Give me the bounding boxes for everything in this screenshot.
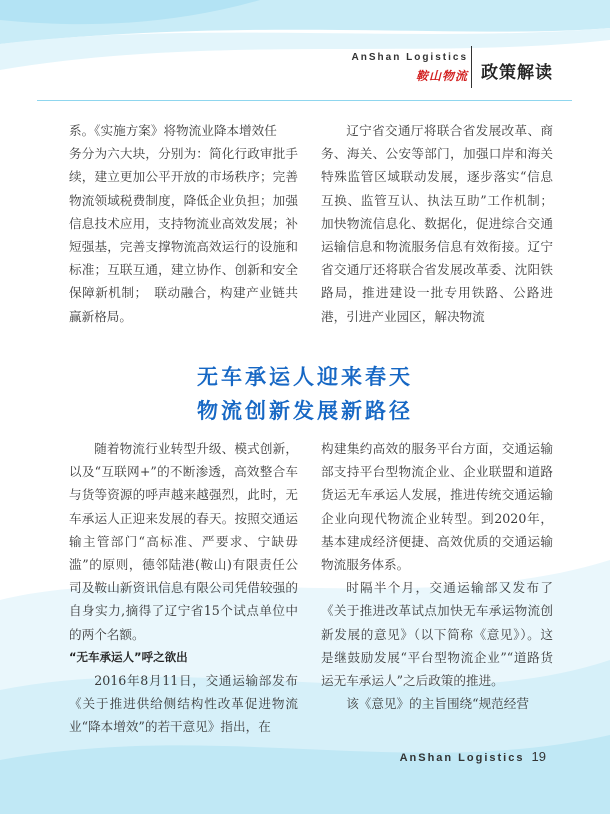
section-title: 政策解读: [481, 63, 553, 83]
page-number: 19: [531, 749, 546, 764]
top-right-column: [321, 119, 553, 328]
article-title-line-2: 物流创新发展新路径: [197, 399, 413, 423]
page-header: [338, 40, 588, 90]
paragraph-continued: 构建集约高效的服务平台方面，交通运输部支持平台型物流企业、企业联盟和道路货运无车承运人发展，推进传统交通运输企业向现代物流企业转型。到2020年，基本建成经济便捷、高效优质的交通运输物流服务体系。: [321, 441, 553, 573]
brand-english: AnShan Logistics: [351, 52, 468, 63]
bottom-left-column: [69, 437, 298, 739]
brand-chinese-logo: 鞍山物流: [415, 69, 468, 83]
top-left-column: [69, 119, 298, 328]
subheading: “无车承运人”呼之欲出: [69, 649, 188, 664]
paragraph: 2016年8月11日，交通运输部发布《关于推进供给侧结构性改革促进物流业“降本增效”的若干意见》指出，在: [69, 673, 298, 735]
paragraph: 该《意见》的主旨围绕“规范经营: [346, 696, 529, 712]
paragraph: 辽宁省交通厅将联合省发展改革、商务、海关、公安等部门，加强口岸和海关特殊监管区域联动发展，逐步落实“信息互换、监管互认、执法互助”工作机制；加快物流信息化、数据化，促进综合交通运输信息和物流服务信息有效衔接。辽宁省交通厅还将联合省发展改革委、沈阳铁路局，推进建设一批专用铁路、公路进港，引进产业园区，解决物流: [321, 123, 553, 324]
header-rule: [37, 100, 572, 101]
bottom-right-column: [321, 437, 553, 715]
paragraph-continued-lead: 系。《实施方案》将物流业降本增效任: [69, 123, 277, 138]
page-footer: [400, 749, 546, 764]
article-title-line-1: 无车承运人迎来春天: [197, 365, 413, 389]
paragraph-continued: 务分为六大块，分别为：简化行政审批手续，建立更加公平开放的市场秩序；完善物流领域税费制度，降低企业负担；加强信息技术应用，支持物流业高效发展；补短强基，完善支撑物流高效运行的设施和标准；互联互通，建立协作、创新和安全保障新机制； 联动融合，构建产业链共赢新格局。: [69, 146, 298, 324]
header-divider: [471, 46, 472, 88]
paragraph: 随着物流行业转型升级、模式创新，以及“互联网+”的不断渗透，高效整合车与货等资源的呼声越来越强烈，此时，无车承运人正迎来发展的春天。按照交通运输主管部门“高标准、严要求、宁缺毋滥”的原则，德邻陆港(鞍山)有限责任公司及鞍山新资讯信息有限公司凭借较强的自身实力,摘得了辽宁省15个试点单位中的两个名额。: [69, 441, 298, 642]
paragraph: 时隔半个月，交通运输部又发布了《关于推进改革试点加快无车承运物流创新发展的意见》（以下简称《意见》）。这是继鼓励发展“平台型物流企业”“道路货运无车承运人”之后政策的推进。: [321, 580, 553, 689]
footer-brand: AnShan Logistics: [399, 752, 525, 764]
